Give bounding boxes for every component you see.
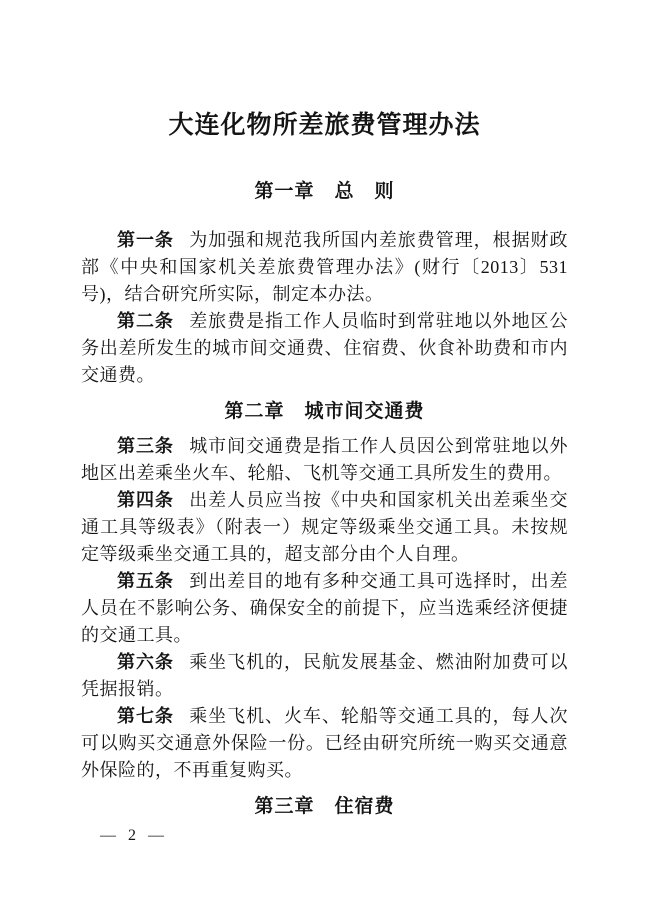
article-4-label: 第四条 — [117, 490, 174, 510]
article-2-text: 差旅费是指工作人员临时到常驻地以外地区公务出差所发生的城市间交通费、住宿费、伙食补助费和市内交通费。 — [81, 311, 569, 385]
article-4-text: 出差人员应当按《中央和国家机关出差乘坐交通工具等级表》（附表一）规定等级乘坐交通工具。未按规定等级乘坐交通工具的，超支部分由个人自理。 — [81, 490, 569, 564]
article-4 — [81, 487, 568, 568]
article-3-text: 城市间交通费是指工作人员因公到常驻地以外地区出差乘坐火车、轮船、飞机等交通工具所发生的费用。 — [81, 436, 569, 483]
page-number: — 2 — — [100, 827, 168, 844]
chapter-1 — [81, 178, 568, 389]
article-7 — [81, 703, 568, 784]
article-1-label: 第一条 — [117, 230, 174, 250]
article-5-text: 到出差目的地有多种交通工具可选择时，出差人员在不影响公务、确保安全的前提下，应当选乘经济便捷的交通工具。 — [81, 571, 569, 645]
chapter-2 — [81, 398, 568, 784]
article-3-label: 第三条 — [117, 436, 174, 456]
article-7-text: 乘坐飞机、火车、轮船等交通工具的，每人次可以购买交通意外保险一份。已经由研究所统一购买交通意外保险的，不再重复购买。 — [81, 706, 569, 780]
article-7-label: 第七条 — [117, 706, 174, 726]
article-1 — [81, 227, 568, 308]
article-1-text: 为加强和规范我所国内差旅费管理，根据财政部《中央和国家机关差旅费管理办法》(财行〔2013〕531 号)，结合研究所实际，制定本办法。 — [81, 230, 569, 304]
chapter-1-heading: 第一章 总 则 — [254, 181, 395, 202]
article-6-label: 第六条 — [117, 652, 174, 672]
article-5 — [81, 568, 568, 649]
chapter-3 — [81, 793, 568, 820]
chapter-3-heading: 第三章 住宿费 — [254, 796, 395, 817]
chapter-2-heading: 第二章 城市间交通费 — [224, 401, 425, 422]
article-3 — [81, 433, 568, 487]
document-title: 大连化物所差旅费管理办法 — [168, 112, 481, 139]
article-2-label: 第二条 — [117, 311, 174, 331]
article-5-label: 第五条 — [117, 571, 174, 591]
article-6 — [81, 649, 568, 703]
article-2 — [81, 308, 568, 389]
article-6-text: 乘坐飞机的，民航发展基金、燃油附加费可以凭据报销。 — [81, 652, 569, 699]
